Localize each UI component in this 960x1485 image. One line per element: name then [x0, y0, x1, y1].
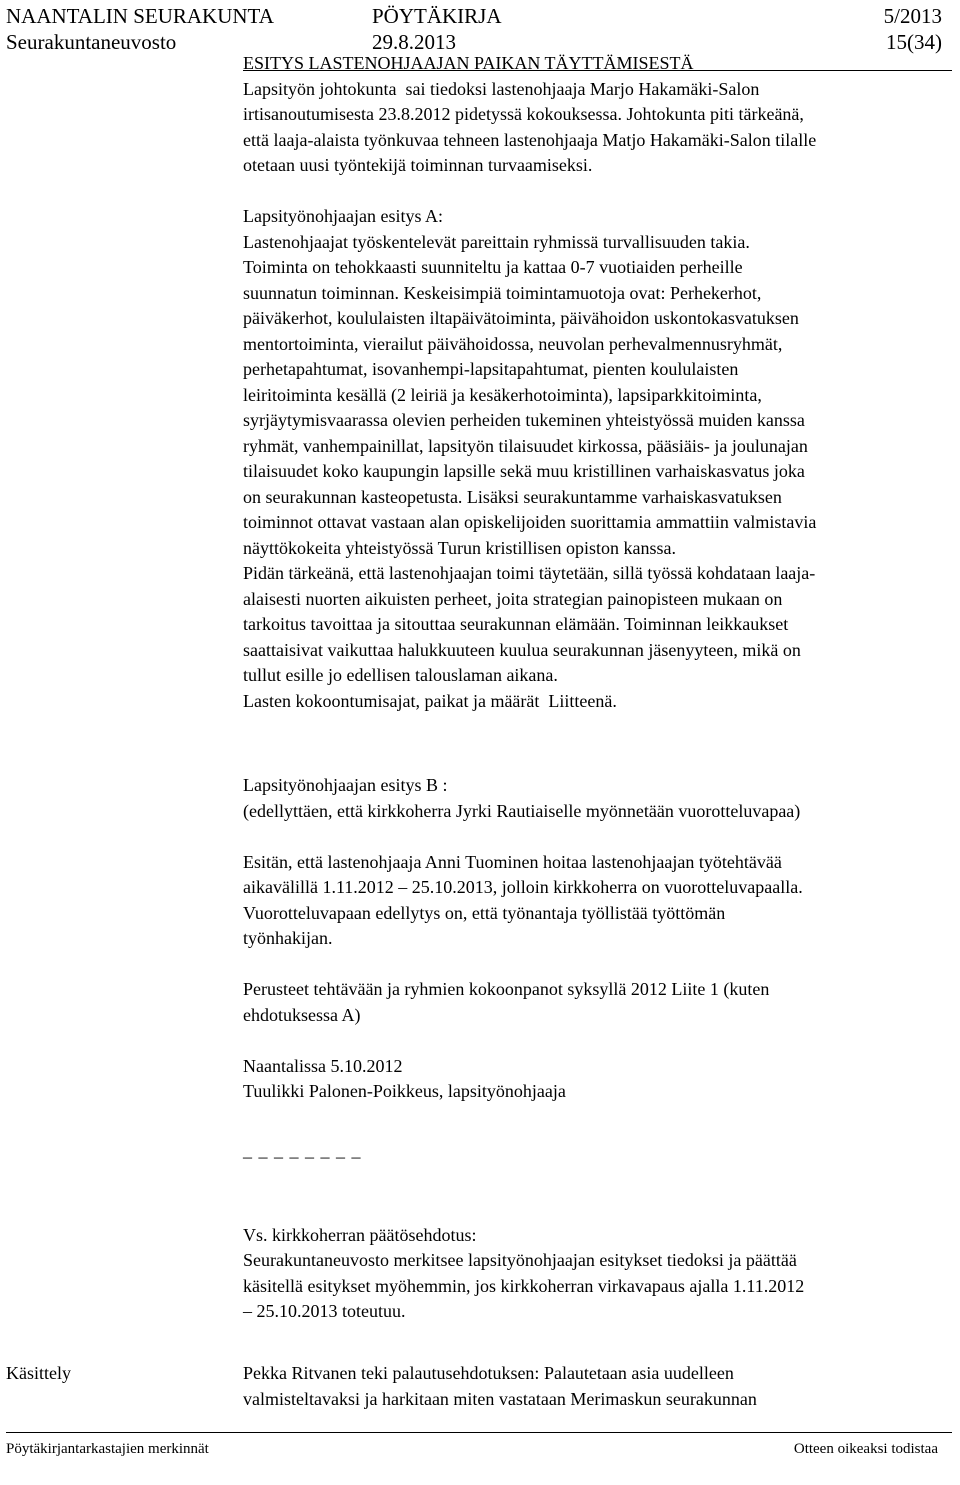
handling-line: valmisteltavaksi ja harkitaan miten vastataan Merimaskun seurakunnan: [243, 1388, 757, 1409]
proposal-a-line: Toiminta on tehokkaasti suunniteltu ja kattaa 0-7 vuotiaiden perheille: [243, 257, 743, 277]
proposal-a-line: leiritoiminta kesällä (2 leiriä ja kesäkerhotoiminta), lapsiparkkitoiminta,: [243, 384, 762, 405]
proposal-a-line: saattaisivat vaikuttaa halukkuuteen kuulua seurakunnan jäsenyyteen, mikä on: [243, 639, 801, 660]
place-date: Naantalissa 5.10.2012: [243, 1055, 403, 1076]
intro-line: että laaja-alaista työnkuvaa tehneen lastenohjaaja Matjo Hakamäki-Salon tilalle: [243, 129, 817, 150]
proposal-a-line: perhetapahtumat, isovanhempi-lapsitapahtumat, pienten koululaisten: [243, 359, 739, 379]
proposal-a-line: on seurakunnan kasteopetusta. Lisäksi seurakuntamme varhaiskasvatuksen: [243, 486, 782, 507]
proposal-a-line: toiminnot ottavat vastaan alan opiskelijoiden suorittamia ammattiin valmistavia: [243, 512, 817, 532]
decision-line: – 25.10.2013 toteutuu.: [243, 1301, 406, 1321]
meeting-number: 5/2013: [883, 4, 942, 28]
handling-label: Käsittely: [6, 1363, 71, 1383]
proposal-b-line: aikavälillä 1.11.2012 – 25.10.2013, jolloin kirkkoherra on vuorotteluvapaalla.: [243, 877, 803, 897]
proposal-a-line: näyttökokeita yhteistyössä Turun kristillisen opiston kanssa.: [243, 537, 676, 558]
proposal-a-line: suunnatun toiminnan. Keskeisimpiä toimintamuotoja ovat: Perhekerhot,: [243, 282, 762, 303]
main-content: [243, 51, 947, 1325]
proposal-b-line: Esitän, että lastenohjaaja Anni Tuominen hoitaa lastenohjaajan työtehtävää: [243, 851, 782, 872]
proposal-a-line: Pidän tärkeänä, että lastenohjaajan toimi täytetään, sillä työssä kohdataan laaja-: [243, 563, 816, 583]
footer-reviewers-note: Pöytäkirjantarkastajien merkinnät: [6, 1441, 209, 1457]
document-type: PÖYTÄKIRJA: [372, 4, 502, 28]
proposal-a-line: syrjäytymisvaarassa olevien perheiden tukeminen yhteistyössä muiden kanssa: [243, 410, 805, 430]
intro-line: irtisanoutumisesta 23.8.2012 pidetyssä kokouksessa. Johtokunta piti tärkeänä,: [243, 104, 804, 124]
proposal-a-line: Lastenohjaajat työskentelevät pareittain ryhmissä turvallisuuden takia.: [243, 231, 750, 252]
meeting-date: 29.8.2013: [372, 30, 456, 54]
handling-line: Pekka Ritvanen teki palautusehdotuksen: Palautetaan asia uudelleen: [243, 1363, 734, 1383]
proposal-a-line: päiväkerhot, koululaisten iltapäivätoiminta, päivähoidon uskontokasvatuksen: [243, 308, 799, 328]
decision-line: käsitellä esitykset myöhemmin, jos kirkkoherran virkavapaus ajalla 1.11.2012: [243, 1275, 805, 1296]
intro-line: Lapsityön johtokunta sai tiedoksi lastenohjaaja Marjo Hakamäki-Salon: [243, 78, 760, 99]
page-number: 15(34): [886, 30, 942, 54]
decision-heading: Vs. kirkkoherran päätösehdotus:: [243, 1224, 477, 1245]
proposal-b-line: työnhakijan.: [243, 928, 333, 948]
signature-line: _ _ _ _ _ _ _ _: [243, 1140, 362, 1160]
section-title: ESITYS LASTENOHJAAJAN PAIKAN TÄYTTÄMISESTÄ: [243, 53, 694, 73]
proposal-b-line: Vuorotteluvapaan edellytys on, että työnantaja työllistää työttömän: [243, 902, 726, 923]
signatory: Tuulikki Palonen-Poikkeus, lapsityönohjaaja: [243, 1081, 566, 1101]
basis-line: ehdotuksessa A): [243, 1004, 361, 1025]
proposal-b-heading: Lapsityönohjaajan esitys B :: [243, 775, 448, 795]
proposal-a-line: tullut esille jo edellisen talouslaman aikana.: [243, 665, 558, 685]
organization-name: NAANTALIN SEURAKUNTA: [6, 4, 274, 28]
proposal-a-line: alaisesti nuorten aikuisten perheet, joita strategian painopisteen mukaan on: [243, 588, 783, 609]
proposal-a-line: ryhmät, vanhempainillat, lapsityön tilaisuudet kirkossa, pääsiäis- ja joulunajan: [243, 435, 808, 456]
footer-certification: Otteen oikeaksi todistaa: [793, 1441, 938, 1457]
intro-line: otetaan uusi työntekijä toiminnan turvaamiseksi.: [243, 155, 593, 175]
proposal-a-line: tarkoitus tavoittaa ja sitouttaa seurakunnan elämään. Toiminnan leikkaukset: [243, 614, 789, 634]
proposal-a-line: Lasten kokoontumisajat, paikat ja määrät Liitteenä.: [243, 690, 617, 711]
proposal-a-line: tilaisuudet koko kaupungin lapsille sekä muu kristillinen varhaiskasvatus joka: [243, 461, 805, 481]
basis-line: Perusteet tehtävään ja ryhmien kokoonpanot syksyllä 2012 Liite 1 (kuten: [243, 979, 770, 999]
footer-rule: [6, 1432, 952, 1433]
proposal-a-line: mentortoiminta, vierailut päivähoidossa, neuvolan perhevalmennusryhmät,: [243, 333, 783, 354]
decision-line: Seurakuntaneuvosto merkitsee lapsityönohjaajan esitykset tiedoksi ja päättää: [243, 1250, 797, 1270]
handling-content: [243, 1361, 947, 1412]
proposal-b-condition: (edellyttäen, että kirkkoherra Jyrki Rautiaiselle myönnetään vuorotteluvapaa): [243, 800, 801, 821]
proposal-a-heading: Lapsityönohjaajan esitys A:: [243, 206, 443, 226]
governing-body: Seurakuntaneuvosto: [6, 30, 177, 54]
